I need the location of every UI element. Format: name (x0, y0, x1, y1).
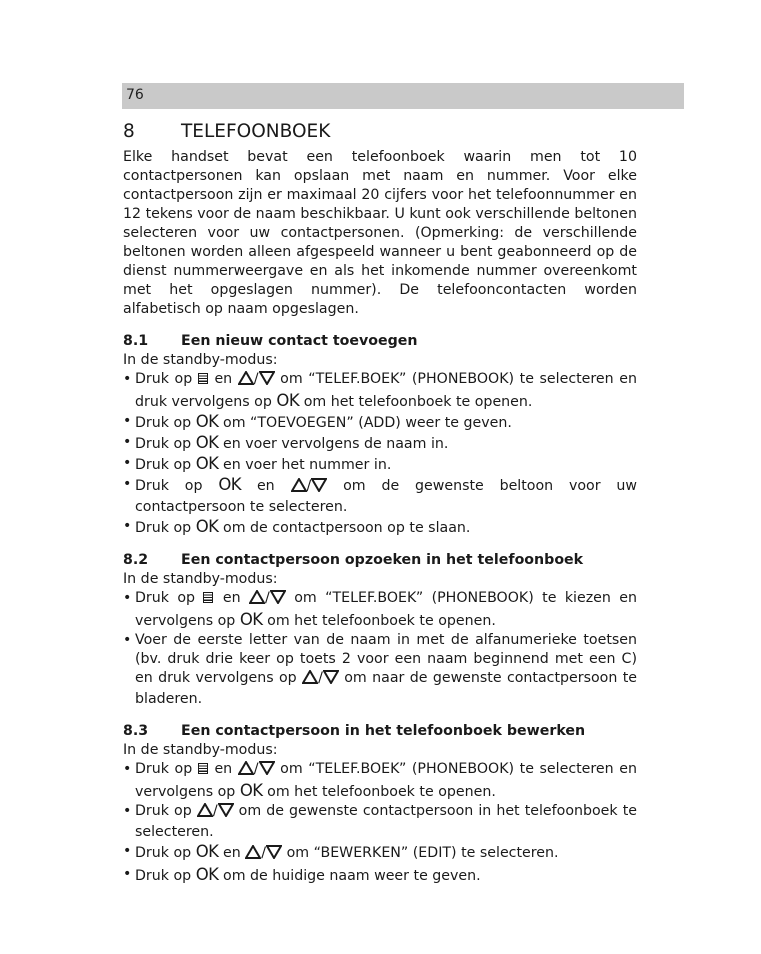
ok-key-icon: OK (195, 454, 219, 473)
step-text: en voer vervolgens de naam in. (223, 436, 449, 452)
step-text: om het telefoonboek te openen. (303, 394, 533, 410)
slash-separator: / (318, 670, 323, 686)
ok-key-icon: OK (218, 475, 242, 494)
ok-key-icon: OK (239, 610, 263, 629)
step-text: en (214, 371, 233, 387)
step-text: om de huidige naam weer te geven. (223, 868, 481, 884)
down-arrow-icon (323, 670, 339, 690)
list-item (123, 760, 637, 802)
ok-key-icon: OK (195, 842, 219, 861)
section-number: 8.3 (123, 723, 149, 739)
step-text: Druk op (135, 478, 203, 494)
list-item (123, 517, 637, 538)
section-title: Een contactpersoon in het telefoonboek bewerken (181, 723, 586, 739)
down-arrow-icon (218, 803, 234, 823)
step-text: om “TELEF.BOEK” (PHONEBOOK) te selecteren en vervolgens op (135, 761, 637, 800)
list-item (123, 370, 637, 412)
step-text: om het telefoonboek te openen. (267, 613, 496, 629)
step-text: Druk op (135, 590, 196, 606)
slash-separator: / (253, 761, 259, 777)
step-text: om “BEWERKEN” (EDIT) te selecteren. (286, 845, 559, 861)
step-text: Druk op (135, 761, 193, 777)
slash-separator: / (261, 845, 267, 861)
list-item (123, 589, 637, 631)
down-arrow-icon (270, 590, 286, 610)
section-number: 8.1 (123, 333, 149, 349)
chapter-number: 8 (123, 121, 135, 142)
up-arrow-icon (197, 803, 213, 823)
section-lead: In de standby-modus: (123, 571, 278, 587)
menu-key-icon (198, 763, 208, 774)
section-heading (123, 551, 637, 570)
step-text: Druk op (135, 457, 192, 473)
step-text: en (222, 590, 241, 606)
list-item (123, 412, 637, 433)
step-list (123, 370, 637, 538)
step-text: Druk op (135, 845, 192, 861)
ok-key-icon: OK (195, 865, 219, 884)
ok-key-icon: OK (239, 781, 263, 800)
up-arrow-icon (249, 590, 265, 610)
step-text: Voer de eerste letter van de naam in met de alfanumerieke toetsen (bv. druk drie keer op toets 2 voor een naam beginnend met een C) en druk vervolgens op (135, 632, 637, 686)
slash-separator: / (212, 803, 218, 819)
section-number: 8.2 (123, 552, 149, 568)
step-text: Druk op (135, 415, 192, 431)
section-lead: In de standby-modus: (123, 352, 278, 368)
step-text: om “TOEVOEGEN” (ADD) weer te geven. (223, 415, 512, 431)
list-item (123, 475, 637, 517)
up-arrow-icon (238, 371, 254, 391)
page-content (123, 120, 637, 886)
down-arrow-icon (311, 478, 327, 498)
chapter-title: TELEFOONBOEK (181, 121, 331, 142)
down-arrow-icon (259, 761, 275, 781)
step-text: en (256, 478, 275, 494)
page-number: 76 (126, 87, 144, 103)
section-title: Een nieuw contact toevoegen (181, 333, 418, 349)
step-text: Druk op (135, 436, 192, 452)
slash-separator: / (253, 371, 259, 387)
ok-key-icon: OK (195, 433, 219, 452)
section-lead: In de standby-modus: (123, 742, 278, 758)
step-text: om het telefoonboek te openen. (267, 784, 496, 800)
slash-separator: / (306, 478, 312, 494)
step-text: om naar de gewenste contactpersoon te bladeren. (135, 670, 638, 707)
step-list (123, 589, 637, 709)
step-text: en voer het nummer in. (223, 457, 392, 473)
up-arrow-icon (245, 845, 261, 865)
step-text: om “TELEF.BOEK” (PHONEBOOK) te selecteren en druk vervolgens op (135, 371, 637, 410)
list-item (123, 802, 637, 842)
down-arrow-icon (266, 845, 282, 865)
step-text: om de contactpersoon op te slaan. (223, 520, 471, 536)
list-item (123, 842, 637, 865)
step-text: Druk op (135, 520, 192, 536)
step-text: en (223, 845, 241, 861)
down-arrow-icon (259, 371, 275, 391)
slash-separator: / (265, 590, 270, 606)
list-item (123, 631, 637, 709)
ok-key-icon: OK (195, 412, 219, 431)
ok-key-icon: OK (276, 391, 300, 410)
up-arrow-icon (238, 761, 254, 781)
section-heading (123, 332, 637, 351)
step-list (123, 760, 637, 886)
section-heading (123, 722, 637, 741)
menu-key-icon (203, 592, 213, 603)
chapter-heading (123, 120, 637, 144)
menu-key-icon (198, 373, 208, 384)
step-text: om “TELEF.BOEK” (PHONEBOOK) te kiezen en vervolgens op (135, 590, 637, 629)
header-bar (122, 83, 684, 109)
list-item (123, 454, 637, 475)
ok-key-icon: OK (195, 517, 219, 536)
up-arrow-icon (302, 670, 318, 690)
step-text: en (214, 761, 233, 777)
list-item (123, 865, 637, 886)
step-text: Druk op (135, 803, 192, 819)
section-title: Een contactpersoon opzoeken in het telefoonboek (181, 552, 584, 568)
list-item (123, 433, 637, 454)
chapter-intro: Elke handset bevat een telefoonboek waarin men tot 10 contactpersonen kan opslaan met naam en nummer. Voor elke contactpersoon zijn er maximaal 20 cijfers voor het telefoonnummer en 12 tekens voor de naam beschikbaar. U kunt ook verschillende beltonen selecteren voor uw contactpersonen. (Opmerking: de verschillende beltonen worden alleen afgespeeld wanneer u bent geabonneerd op de dienst nummerweergave en als het inkomende nummer overeenkomt met het opgeslagen nummer). De telefooncontacten worden alfabetisch op naam opgeslagen. (123, 149, 637, 317)
step-text: Druk op (135, 371, 193, 387)
step-text: om de gewenste beltoon voor uw contactpersoon te selecteren. (135, 478, 637, 515)
up-arrow-icon (291, 478, 307, 498)
step-text: Druk op (135, 868, 192, 884)
step-text: om de gewenste contactpersoon in het telefoonboek te selecteren. (135, 803, 637, 840)
